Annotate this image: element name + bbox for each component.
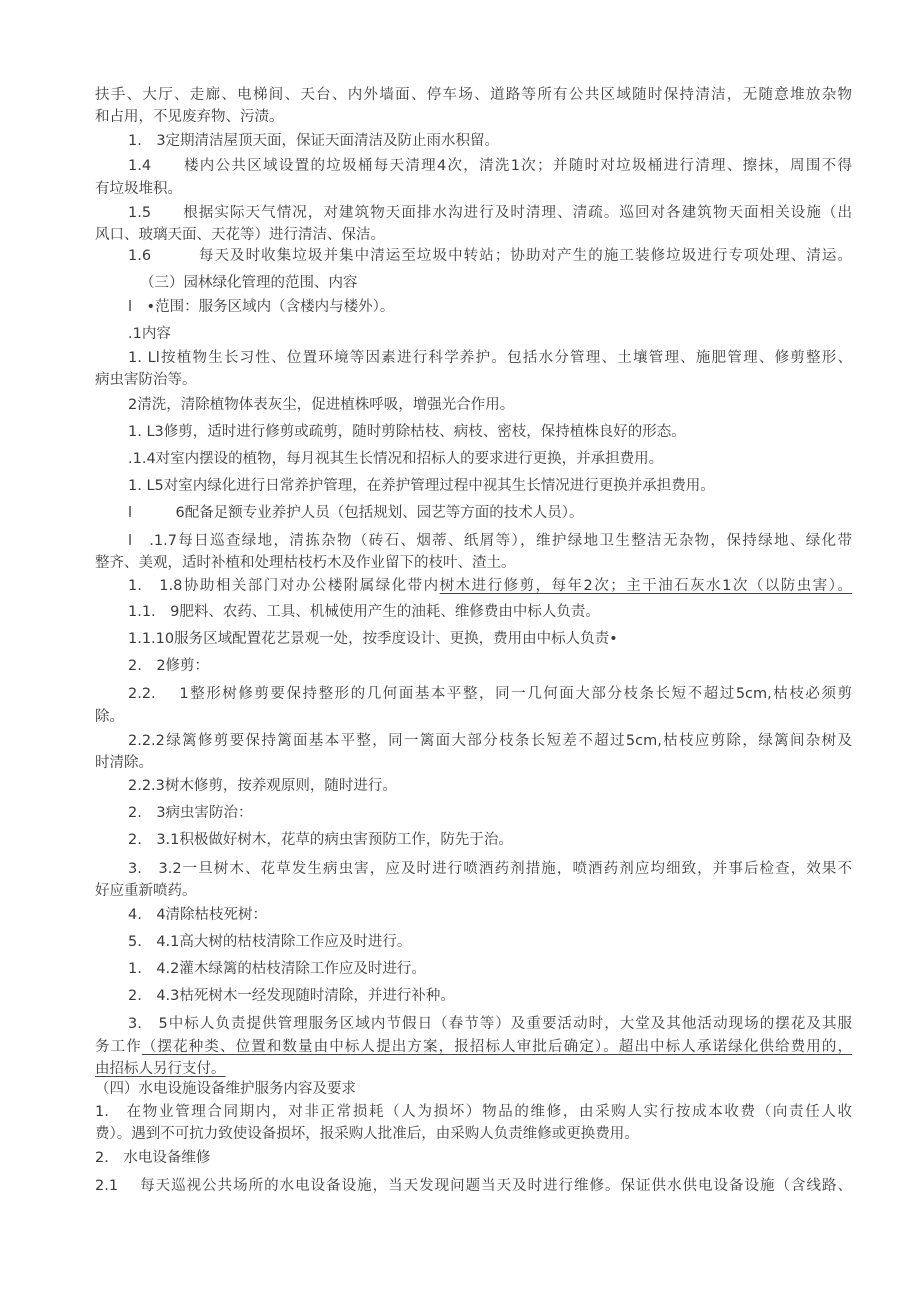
line-text: l 6配备足额专业养护人员（包括规划、园艺等方面的技术人员）。 [128,505,584,521]
line-text: 务工作 [95,1039,142,1055]
text-line [128,297,394,317]
line-text: .1.4对室内摆设的植物，每月视其生长情况和招标人的要求进行更换，并承担费用。 [128,451,664,467]
text-line [128,531,852,551]
text-line [95,225,385,245]
text-line [95,707,124,727]
text-line [128,203,852,223]
line-text: （三）园林绿化管理的范围、内容 [140,275,358,291]
line-text: 扶手、大厅、走廊、电梯间、天台、内外墙面、停车场、道路等所有公共区域随时保持清洁，无随意堆放杂物 [95,87,852,103]
text-line [128,986,455,1006]
underlined-text: 树木进行修剪，每年2次；主干油石灰水1次（以防虫害）。 [439,578,852,594]
text-line [128,503,584,523]
line-text: 1. 1.8协助相关部门对办公楼附属绿化带内 [128,578,440,594]
text-line [95,107,284,127]
line-text: 4. 4清除枯枝死树： [128,907,268,923]
line-text: 1. L3修剪，适时进行修剪或疏剪，随时剪除枯枝、病枝、密枝，保持植株良好的形态。 [128,424,686,440]
text-line [128,602,600,622]
text-line [128,803,253,823]
text-line [95,179,182,199]
line-text: 病虫害防治等。 [95,372,197,388]
text-line [128,629,618,649]
text-line [95,85,852,105]
line-text: 1. L5对室内绿化进行日常养护管理，在养护管理过程中视其生长情况进行更换并承担费用。 [128,478,715,494]
line-text: 1. Ll按植物生长习性、位置环境等因素进行科学养护。包括水分管理、土壤管理、施肥管理、修剪整形、 [128,350,852,366]
line-text: 2.2.3树木修剪，按养观原则，随时进行。 [128,778,397,794]
line-text: 1.1. 9肥料、农药、工具、机械使用产生的油耗、维修费由中标人负责。 [128,604,600,620]
text-line [128,932,411,952]
text-line [128,576,852,596]
line-text: 2.1 每天巡视公共场所的水电设备设施，当天发现问题当天及时进行维修。保证供水供电设备设施（含线路、 [95,1178,852,1194]
text-line [95,1102,852,1122]
line-text: 和占用，不见废弃物、污渍。 [95,109,284,125]
line-text: 2. 3.1积极做好树木，花草的病虫害预防工作，防先于治。 [128,832,513,848]
line-text: 2. 水电设备维修 [95,1150,211,1166]
text-line [95,1148,210,1168]
text-line [128,324,171,344]
text-line [128,348,852,368]
text-line [95,1059,226,1079]
text-line [128,859,852,879]
text-line [95,370,197,390]
text-line [95,1037,852,1057]
line-text: 2. 4.3枯死树木一经发现随时清除，并进行补种。 [128,988,455,1004]
line-text: 整齐、美观，适时补植和处理枯枝朽木及作业留下的枝叶、渣土。 [95,555,516,571]
text-line [128,731,852,751]
line-text: （四）水电设施设备维护服务内容及要求 [95,1081,356,1097]
line-text: 2. 2修剪： [128,658,210,674]
text-line [128,422,686,442]
line-text: 2. 3病虫害防治： [128,805,253,821]
line-text: l •范围：服务区域内（含楼内与楼外）。 [128,299,395,315]
text-line [128,476,715,496]
text-line [128,246,852,266]
line-text: 1. 3定期清洁屋顶天面，保证天面清洁及防止雨水积留。 [128,133,500,149]
line-text: 1.1.10服务区域配置花艺景观一处，按季度设计、更换，费用由中标人负责• [128,631,618,647]
text-line [95,553,516,573]
line-text: 2清洗，清除植物体表灰尘，促进植株呼吸，增强光合作用。 [128,397,515,413]
text-line [128,959,426,979]
text-line [128,776,397,796]
line-text: 1. 在物业管理合同期内，对非正常损耗（人为损坏）物品的维修，由采购人实行按成本收费（向责任人收 [95,1104,852,1120]
line-text: 5. 4.1高大树的枯枝清除工作应及时进行。 [128,934,412,950]
line-text: 3. 5中标人负责提供管理服务区域内节假日（春节等）及重要活动时，大堂及其他活动现场的摆花及其服 [128,1016,852,1032]
line-text: 1. 4.2灌木绿篱的枯枝清除工作应及时进行。 [128,961,426,977]
line-text: 风口、玻璃天面、天花等）进行清洁、保洁。 [95,227,385,243]
line-text: 有垃圾堆积。 [95,181,182,197]
text-line [128,830,513,850]
line-text: 费）。遇到不可抗力致使设备损坏，报采购人批准后，由采购人负责维修或更换费用。 [95,1126,639,1142]
line-text: 1.4 楼内公共区域设置的垃圾桶每天清理4次，清洗1次；并随时对垃圾桶进行清理、擦抹，周围不得 [128,158,852,174]
text-line [95,753,153,773]
text-line [95,881,197,901]
line-text: 好应重新喷药。 [95,883,197,899]
text-line [95,1079,356,1099]
text-line [140,273,358,293]
text-line [128,1014,852,1034]
text-line [128,395,514,415]
text-line [128,449,663,469]
underlined-text: （摆花种类、位置和数量由中标人提出方案，报招标人审批后确定）。超出中标人承诺绿化供给费用的， [141,1039,852,1055]
text-line [128,131,499,151]
line-text: 时清除。 [95,755,153,771]
text-line [95,1176,852,1196]
line-text: 2.2. 1整形树修剪要保持整形的几何面基本平整，同一几何面大部分枝条长短不超过5cm,枯枝必须剪 [128,686,852,702]
text-line [95,1124,639,1144]
text-line [128,905,267,925]
text-line [128,656,209,676]
line-text: 3. 3.2一旦树木、花草发生病虫害，应及时进行喷酒药剂措施，喷酒药剂应均细致，并事后检查，效果不 [128,861,852,877]
line-text: .1内容 [128,326,171,342]
line-text: l .1.7每日巡查绿地，清拣杂物（砖石、烟蒂、纸屑等），维护绿地卫生整洁无杂物，保持绿地、绿化带 [128,533,852,549]
line-text: 1.6 每天及时收集垃圾并集中清运至垃圾中转站；协助对产生的施工装修垃圾进行专项处理、清运。 [128,248,852,264]
text-line [128,156,852,176]
text-line [128,684,852,704]
line-text: 2.2.2绿篱修剪要保持篱面基本平整，同一篱面大部分枝条长短差不超过5cm,枯枝应剪除，绿篱间杂树及 [128,733,852,749]
underlined-text: 由招标人另行支付。 [95,1061,226,1077]
line-text: 1.5 根据实际天气情况，对建筑物天面排水沟进行及时清理、清疏。巡回对各建筑物天面相关设施（出 [128,205,852,221]
line-text: 除。 [95,709,124,725]
